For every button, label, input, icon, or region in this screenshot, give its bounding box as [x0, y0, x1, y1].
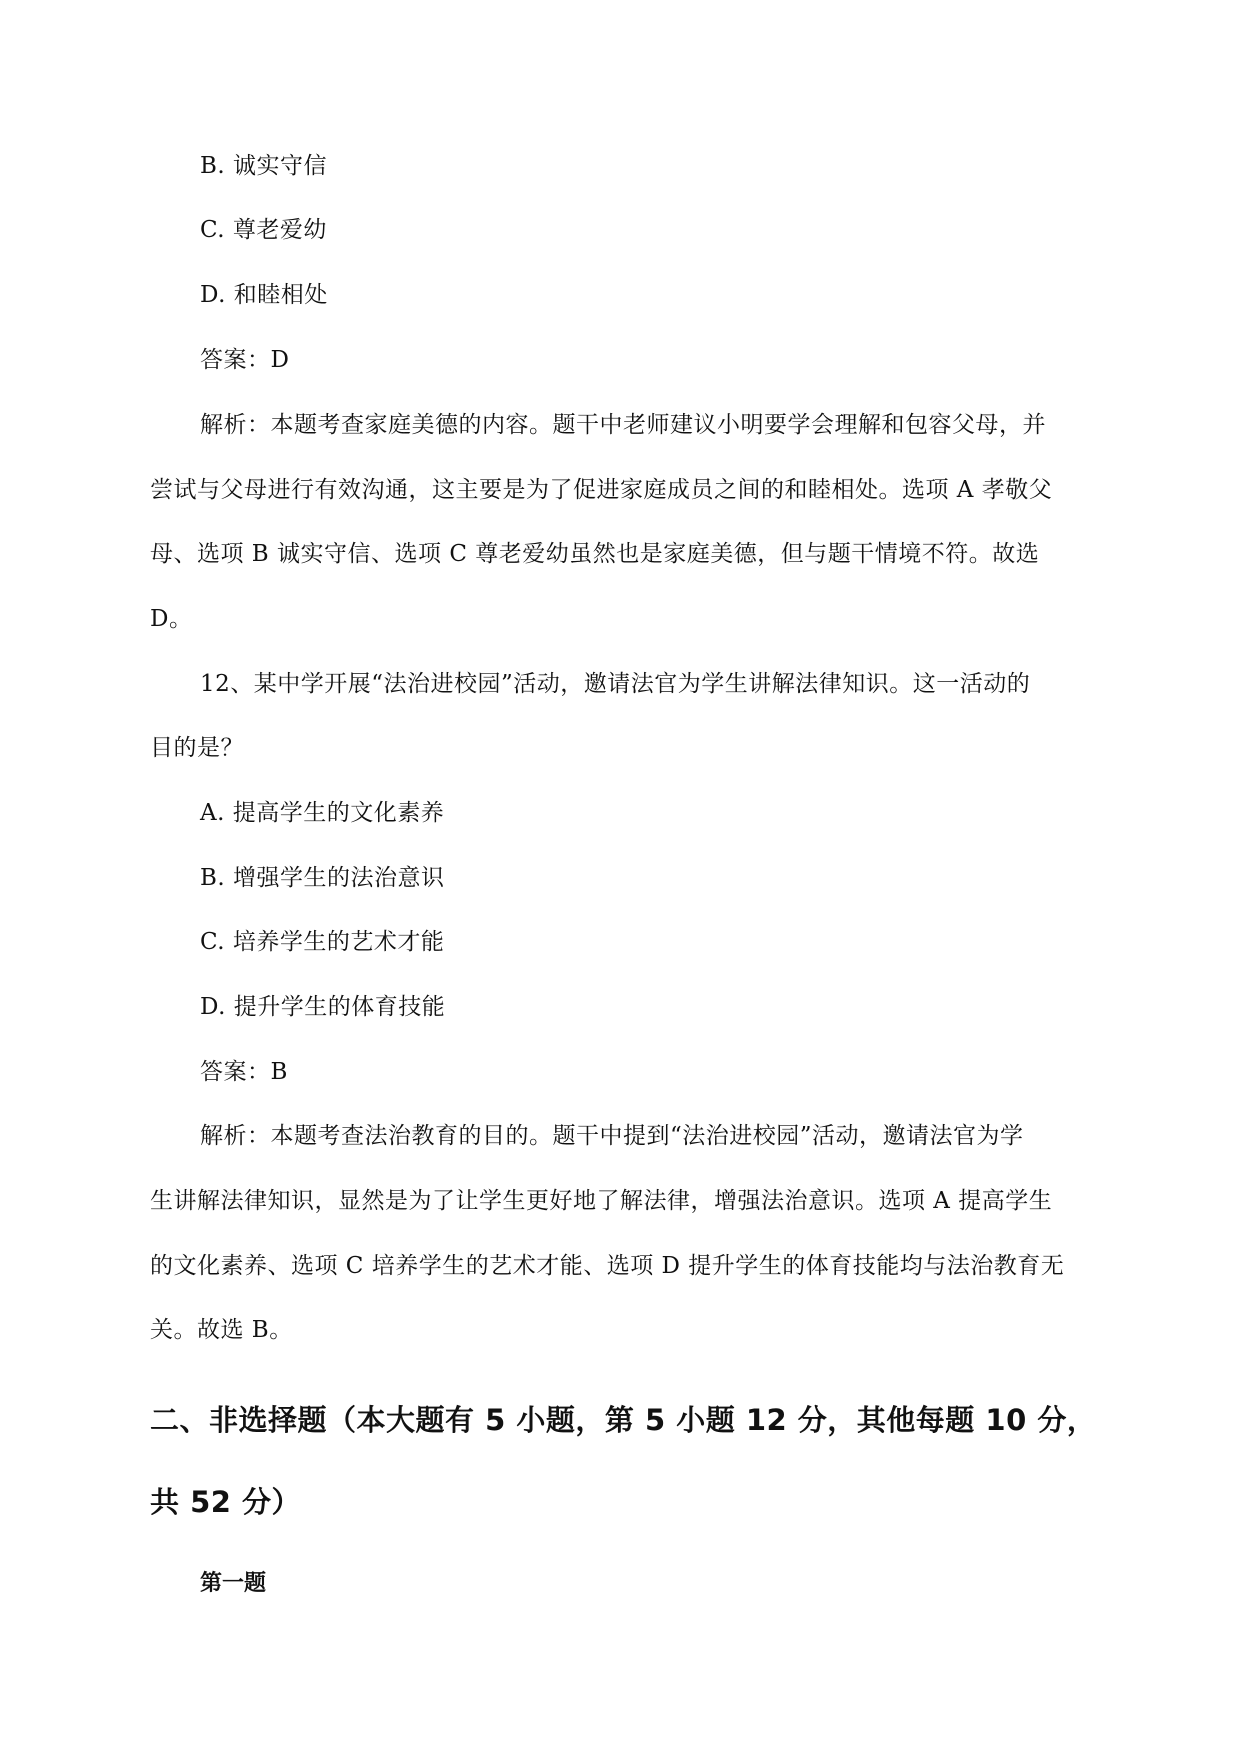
q12-option-a: A. 提高学生的文化素养	[200, 800, 445, 826]
section-title-line-2: 共 52 分）	[150, 1485, 302, 1519]
q12-option-c: C. 培养学生的艺术才能	[200, 929, 445, 955]
q12-stem-line-1: 12、某中学开展“法治进校园”活动，邀请法官为学生讲解法律知识。这一活动的	[200, 671, 1031, 697]
q11-analysis-line-4: D。	[150, 606, 193, 632]
q12-stem-line-2: 目的是？	[150, 735, 244, 761]
q12-analysis-line-4: 关。故选 B。	[150, 1317, 293, 1343]
q12-analysis-line-2: 生讲解法律知识，显然是为了让学生更好地了解法律，增强法治意识。选项 A 提高学生	[150, 1188, 1053, 1214]
q11-option-d: D. 和睦相处	[200, 282, 328, 308]
q12-analysis-line-1: 解析：本题考查法治教育的目的。题干中提到“法治进校园”活动，邀请法官为学	[200, 1123, 1024, 1149]
q11-answer: 答案：D	[200, 347, 290, 373]
q12-option-b: B. 增强学生的法治意识	[200, 865, 445, 891]
first-question-label: 第一题	[200, 1571, 267, 1596]
q12-option-d: D. 提升学生的体育技能	[200, 994, 446, 1020]
q11-analysis-line-3: 母、选项 B 诚实守信、选项 C 尊老爱幼虽然也是家庭美德，但与题干情境不符。故选	[150, 541, 1040, 567]
q11-option-c: C. 尊老爱幼	[200, 217, 327, 243]
q11-analysis-line-2: 尝试与父母进行有效沟通，这主要是为了促进家庭成员之间的和睦相处。选项 A 孝敬父	[150, 477, 1053, 503]
q12-analysis-line-3: 的文化素养、选项 C 培养学生的艺术才能、选项 D 提升学生的体育技能均与法治教育无	[150, 1253, 1065, 1279]
section-title-line-1: 二、非选择题（本大题有 5 小题，第 5 小题 12 分，其他每题 10 分，	[150, 1403, 1097, 1437]
q11-option-b: B. 诚实守信	[200, 153, 328, 179]
q11-analysis-line-1: 解析：本题考查家庭美德的内容。题干中老师建议小明要学会理解和包容父母，并	[200, 412, 1046, 438]
q12-answer: 答案：B	[200, 1059, 288, 1085]
